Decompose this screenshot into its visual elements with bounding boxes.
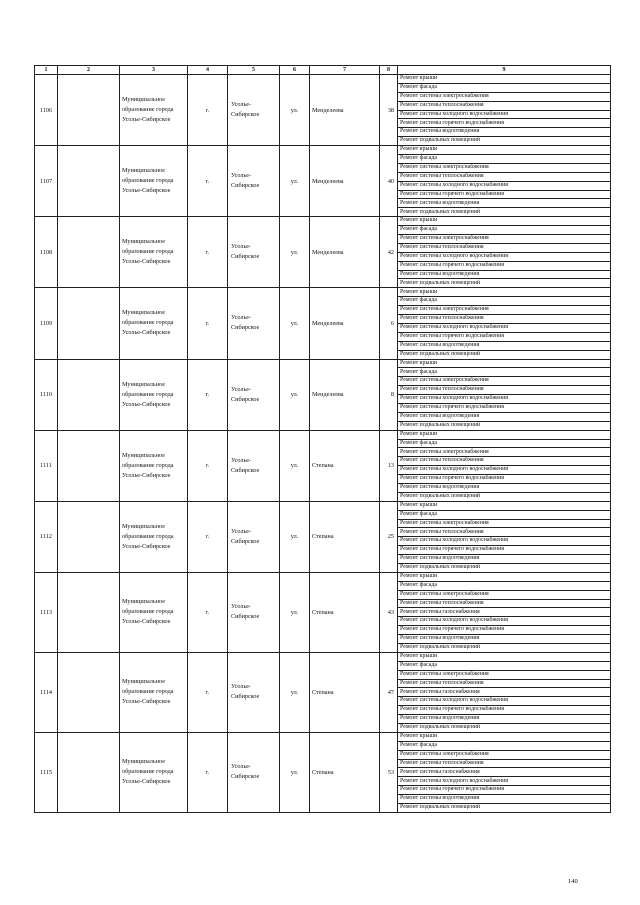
work-item-cell: Ремонт фасада bbox=[398, 661, 611, 670]
settlement-type-cell: г. bbox=[188, 288, 228, 359]
work-item-cell: Ремонт крыши bbox=[398, 75, 611, 84]
street-cell: Степана bbox=[310, 501, 380, 572]
work-item-cell: Ремонт системы теплоснабжения bbox=[398, 528, 611, 537]
building-id: 1106 bbox=[35, 75, 58, 146]
repair-program-table bbox=[34, 65, 611, 813]
col-2-cell bbox=[58, 217, 120, 288]
work-item-cell: Ремонт системы теплоснабжения bbox=[398, 679, 611, 688]
municipality-cell: Муниципальное образование города Усолье-Сибирское bbox=[120, 732, 188, 812]
work-item-cell: Ремонт системы горячего водоснабжения bbox=[398, 119, 611, 128]
settlement-cell: Усолье-Сибирское bbox=[228, 217, 280, 288]
work-item-cell: Ремонт системы газоснабжения bbox=[398, 688, 611, 697]
municipality-cell: Муниципальное образование города Усолье-Сибирское bbox=[120, 359, 188, 430]
table-row bbox=[35, 732, 611, 741]
work-item-cell: Ремонт фасада bbox=[398, 741, 611, 750]
street-cell: Менделеева bbox=[310, 75, 380, 146]
street-cell: Менделеева bbox=[310, 217, 380, 288]
street-type-cell: ул. bbox=[280, 359, 310, 430]
settlement-type-cell: г. bbox=[188, 217, 228, 288]
header-col-2: 2 bbox=[58, 66, 120, 75]
work-item-cell: Ремонт системы газоснабжения bbox=[398, 768, 611, 777]
street-cell: Степана bbox=[310, 732, 380, 812]
settlement-type-cell: г. bbox=[188, 430, 228, 501]
work-item-cell: Ремонт подвальных помещений bbox=[398, 137, 611, 146]
work-item-cell: Ремонт системы электроснабжения bbox=[398, 448, 611, 457]
house-number-cell: 8 bbox=[380, 359, 398, 430]
header-row bbox=[35, 66, 611, 75]
work-item-cell: Ремонт системы холодного водоснабжения bbox=[398, 537, 611, 546]
work-item-cell: Ремонт системы водоотведения bbox=[398, 270, 611, 279]
work-item-cell: Ремонт системы теплоснабжения bbox=[398, 172, 611, 181]
work-item-cell: Ремонт фасада bbox=[398, 368, 611, 377]
table-row bbox=[35, 288, 611, 297]
work-item-cell: Ремонт системы водоотведения bbox=[398, 412, 611, 421]
work-item-cell: Ремонт системы горячего водоснабжения bbox=[398, 475, 611, 484]
settlement-type-cell: г. bbox=[188, 75, 228, 146]
table-row bbox=[35, 652, 611, 661]
building-id: 1109 bbox=[35, 288, 58, 359]
work-item-cell: Ремонт системы теплоснабжения bbox=[398, 243, 611, 252]
work-item-cell: Ремонт системы водоотведения bbox=[398, 795, 611, 804]
table-row bbox=[35, 75, 611, 84]
work-item-cell: Ремонт системы холодного водоснабжения bbox=[398, 181, 611, 190]
work-item-cell: Ремонт фасада bbox=[398, 439, 611, 448]
work-item-cell: Ремонт системы электроснабжения bbox=[398, 163, 611, 172]
work-item-cell: Ремонт системы электроснабжения bbox=[398, 92, 611, 101]
street-cell: Менделеева bbox=[310, 288, 380, 359]
header-col-1: 1 bbox=[35, 66, 58, 75]
work-item-cell: Ремонт системы холодного водоснабжения bbox=[398, 617, 611, 626]
settlement-type-cell: г. bbox=[188, 146, 228, 217]
work-item-cell: Ремонт подвальных помещений bbox=[398, 563, 611, 572]
work-item-cell: Ремонт системы электроснабжения bbox=[398, 306, 611, 315]
settlement-cell: Усолье-Сибирское bbox=[228, 75, 280, 146]
work-item-cell: Ремонт системы холодного водоснабжения bbox=[398, 323, 611, 332]
municipality-cell: Муниципальное образование города Усолье-Сибирское bbox=[120, 501, 188, 572]
work-item-cell: Ремонт подвальных помещений bbox=[398, 350, 611, 359]
work-item-cell: Ремонт системы горячего водоснабжения bbox=[398, 403, 611, 412]
work-item-cell: Ремонт крыши bbox=[398, 359, 611, 368]
work-item-cell: Ремонт системы холодного водоснабжения bbox=[398, 777, 611, 786]
work-item-cell: Ремонт системы теплоснабжения bbox=[398, 101, 611, 110]
work-item-cell: Ремонт системы водоотведения bbox=[398, 555, 611, 564]
col-2-cell bbox=[58, 572, 120, 652]
work-item-cell: Ремонт подвальных помещений bbox=[398, 279, 611, 288]
table-row bbox=[35, 359, 611, 368]
work-item-cell: Ремонт системы электроснабжения bbox=[398, 590, 611, 599]
work-item-cell: Ремонт фасада bbox=[398, 581, 611, 590]
street-type-cell: ул. bbox=[280, 217, 310, 288]
table-body bbox=[35, 75, 611, 813]
work-item-cell: Ремонт системы холодного водоснабжения bbox=[398, 697, 611, 706]
work-item-cell: Ремонт системы электроснабжения bbox=[398, 750, 611, 759]
municipality-cell: Муниципальное образование города Усолье-Сибирское bbox=[120, 288, 188, 359]
work-item-cell: Ремонт подвальных помещений bbox=[398, 724, 611, 733]
work-item-cell: Ремонт подвальных помещений bbox=[398, 644, 611, 653]
table-row bbox=[35, 501, 611, 510]
header-col-6: 6 bbox=[280, 66, 310, 75]
work-item-cell: Ремонт системы электроснабжения bbox=[398, 235, 611, 244]
settlement-cell: Усолье-Сибирское bbox=[228, 288, 280, 359]
work-item-cell: Ремонт крыши bbox=[398, 732, 611, 741]
house-number-cell: 42 bbox=[380, 217, 398, 288]
work-item-cell: Ремонт системы горячего водоснабжения bbox=[398, 332, 611, 341]
house-number-cell: 53 bbox=[380, 732, 398, 812]
header-col-7: 7 bbox=[310, 66, 380, 75]
house-number-cell: 6 bbox=[380, 288, 398, 359]
work-item-cell: Ремонт системы электроснабжения bbox=[398, 377, 611, 386]
work-item-cell: Ремонт крыши bbox=[398, 572, 611, 581]
work-item-cell: Ремонт системы холодного водоснабжения bbox=[398, 395, 611, 404]
house-number-cell: 40 bbox=[380, 146, 398, 217]
work-item-cell: Ремонт системы водоотведения bbox=[398, 128, 611, 137]
settlement-type-cell: г. bbox=[188, 501, 228, 572]
work-item-cell: Ремонт крыши bbox=[398, 146, 611, 155]
page-number: 140 bbox=[568, 878, 578, 885]
house-number-cell: 47 bbox=[380, 652, 398, 732]
municipality-cell: Муниципальное образование города Усолье-Сибирское bbox=[120, 217, 188, 288]
work-item-cell: Ремонт системы электроснабжения bbox=[398, 519, 611, 528]
work-item-cell: Ремонт системы горячего водоснабжения bbox=[398, 706, 611, 715]
house-number-cell: 38 bbox=[380, 75, 398, 146]
header-col-9: 9 bbox=[398, 66, 611, 75]
municipality-cell: Муниципальное образование города Усолье-Сибирское bbox=[120, 75, 188, 146]
settlement-cell: Усолье-Сибирское bbox=[228, 572, 280, 652]
work-item-cell: Ремонт фасада bbox=[398, 155, 611, 164]
settlement-cell: Усолье-Сибирское bbox=[228, 501, 280, 572]
building-id: 1115 bbox=[35, 732, 58, 812]
municipality-cell: Муниципальное образование города Усолье-Сибирское bbox=[120, 652, 188, 732]
work-item-cell: Ремонт системы горячего водоснабжения bbox=[398, 546, 611, 555]
street-cell: Степана bbox=[310, 652, 380, 732]
col-2-cell bbox=[58, 501, 120, 572]
work-item-cell: Ремонт крыши bbox=[398, 501, 611, 510]
building-id: 1113 bbox=[35, 572, 58, 652]
building-id: 1114 bbox=[35, 652, 58, 732]
settlement-cell: Усолье-Сибирское bbox=[228, 430, 280, 501]
table-row bbox=[35, 572, 611, 581]
building-id: 1108 bbox=[35, 217, 58, 288]
settlement-type-cell: г. bbox=[188, 572, 228, 652]
col-2-cell bbox=[58, 288, 120, 359]
header-col-4: 4 bbox=[188, 66, 228, 75]
municipality-cell: Муниципальное образование города Усолье-Сибирское bbox=[120, 572, 188, 652]
street-type-cell: ул. bbox=[280, 288, 310, 359]
settlement-cell: Усолье-Сибирское bbox=[228, 732, 280, 812]
street-cell: Степана bbox=[310, 572, 380, 652]
street-type-cell: ул. bbox=[280, 146, 310, 217]
work-item-cell: Ремонт системы горячего водоснабжения bbox=[398, 626, 611, 635]
table-row bbox=[35, 430, 611, 439]
work-item-cell: Ремонт крыши bbox=[398, 430, 611, 439]
work-item-cell: Ремонт крыши bbox=[398, 652, 611, 661]
street-type-cell: ул. bbox=[280, 501, 310, 572]
settlement-cell: Усолье-Сибирское bbox=[228, 652, 280, 732]
work-item-cell: Ремонт подвальных помещений bbox=[398, 208, 611, 217]
col-2-cell bbox=[58, 359, 120, 430]
col-2-cell bbox=[58, 430, 120, 501]
col-2-cell bbox=[58, 652, 120, 732]
work-item-cell: Ремонт системы теплоснабжения bbox=[398, 599, 611, 608]
work-item-cell: Ремонт фасада bbox=[398, 297, 611, 306]
street-type-cell: ул. bbox=[280, 572, 310, 652]
work-item-cell: Ремонт системы холодного водоснабжения bbox=[398, 252, 611, 261]
street-type-cell: ул. bbox=[280, 732, 310, 812]
building-id: 1112 bbox=[35, 501, 58, 572]
work-item-cell: Ремонт системы электроснабжения bbox=[398, 670, 611, 679]
settlement-type-cell: г. bbox=[188, 652, 228, 732]
street-cell: Степана bbox=[310, 430, 380, 501]
street-cell: Менделеева bbox=[310, 146, 380, 217]
work-item-cell: Ремонт системы горячего водоснабжения bbox=[398, 261, 611, 270]
col-2-cell bbox=[58, 732, 120, 812]
municipality-cell: Муниципальное образование города Усолье-Сибирское bbox=[120, 146, 188, 217]
work-item-cell: Ремонт системы газоснабжения bbox=[398, 608, 611, 617]
work-item-cell: Ремонт крыши bbox=[398, 288, 611, 297]
building-id: 1111 bbox=[35, 430, 58, 501]
work-item-cell: Ремонт подвальных помещений bbox=[398, 492, 611, 501]
street-type-cell: ул. bbox=[280, 652, 310, 732]
work-item-cell: Ремонт подвальных помещений bbox=[398, 804, 611, 813]
settlement-cell: Усолье-Сибирское bbox=[228, 146, 280, 217]
work-item-cell: Ремонт системы теплоснабжения bbox=[398, 457, 611, 466]
work-item-cell: Ремонт системы теплоснабжения bbox=[398, 315, 611, 324]
work-item-cell: Ремонт системы водоотведения bbox=[398, 635, 611, 644]
work-item-cell: Ремонт системы водоотведения bbox=[398, 483, 611, 492]
work-item-cell: Ремонт системы горячего водоснабжения bbox=[398, 786, 611, 795]
table-row bbox=[35, 146, 611, 155]
col-2-cell bbox=[58, 75, 120, 146]
house-number-cell: 13 bbox=[380, 430, 398, 501]
header-col-5: 5 bbox=[228, 66, 280, 75]
street-cell: Менделеева bbox=[310, 359, 380, 430]
work-item-cell: Ремонт системы теплоснабжения bbox=[398, 386, 611, 395]
work-item-cell: Ремонт фасада bbox=[398, 83, 611, 92]
header-col-3: 3 bbox=[120, 66, 188, 75]
street-type-cell: ул. bbox=[280, 75, 310, 146]
work-item-cell: Ремонт системы водоотведения bbox=[398, 199, 611, 208]
municipality-cell: Муниципальное образование города Усолье-Сибирское bbox=[120, 430, 188, 501]
house-number-cell: 25 bbox=[380, 501, 398, 572]
header-col-8: 8 bbox=[380, 66, 398, 75]
work-item-cell: Ремонт системы холодного водоснабжения bbox=[398, 110, 611, 119]
house-number-cell: 43 bbox=[380, 572, 398, 652]
work-item-cell: Ремонт системы водоотведения bbox=[398, 341, 611, 350]
work-item-cell: Ремонт системы водоотведения bbox=[398, 715, 611, 724]
work-item-cell: Ремонт системы горячего водоснабжения bbox=[398, 190, 611, 199]
work-item-cell: Ремонт фасада bbox=[398, 510, 611, 519]
settlement-type-cell: г. bbox=[188, 359, 228, 430]
work-item-cell: Ремонт системы теплоснабжения bbox=[398, 759, 611, 768]
col-2-cell bbox=[58, 146, 120, 217]
table-row bbox=[35, 217, 611, 226]
work-item-cell: Ремонт подвальных помещений bbox=[398, 421, 611, 430]
work-item-cell: Ремонт системы холодного водоснабжения bbox=[398, 466, 611, 475]
settlement-cell: Усолье-Сибирское bbox=[228, 359, 280, 430]
work-item-cell: Ремонт фасада bbox=[398, 226, 611, 235]
building-id: 1107 bbox=[35, 146, 58, 217]
street-type-cell: ул. bbox=[280, 430, 310, 501]
work-item-cell: Ремонт крыши bbox=[398, 217, 611, 226]
settlement-type-cell: г. bbox=[188, 732, 228, 812]
building-id: 1110 bbox=[35, 359, 58, 430]
